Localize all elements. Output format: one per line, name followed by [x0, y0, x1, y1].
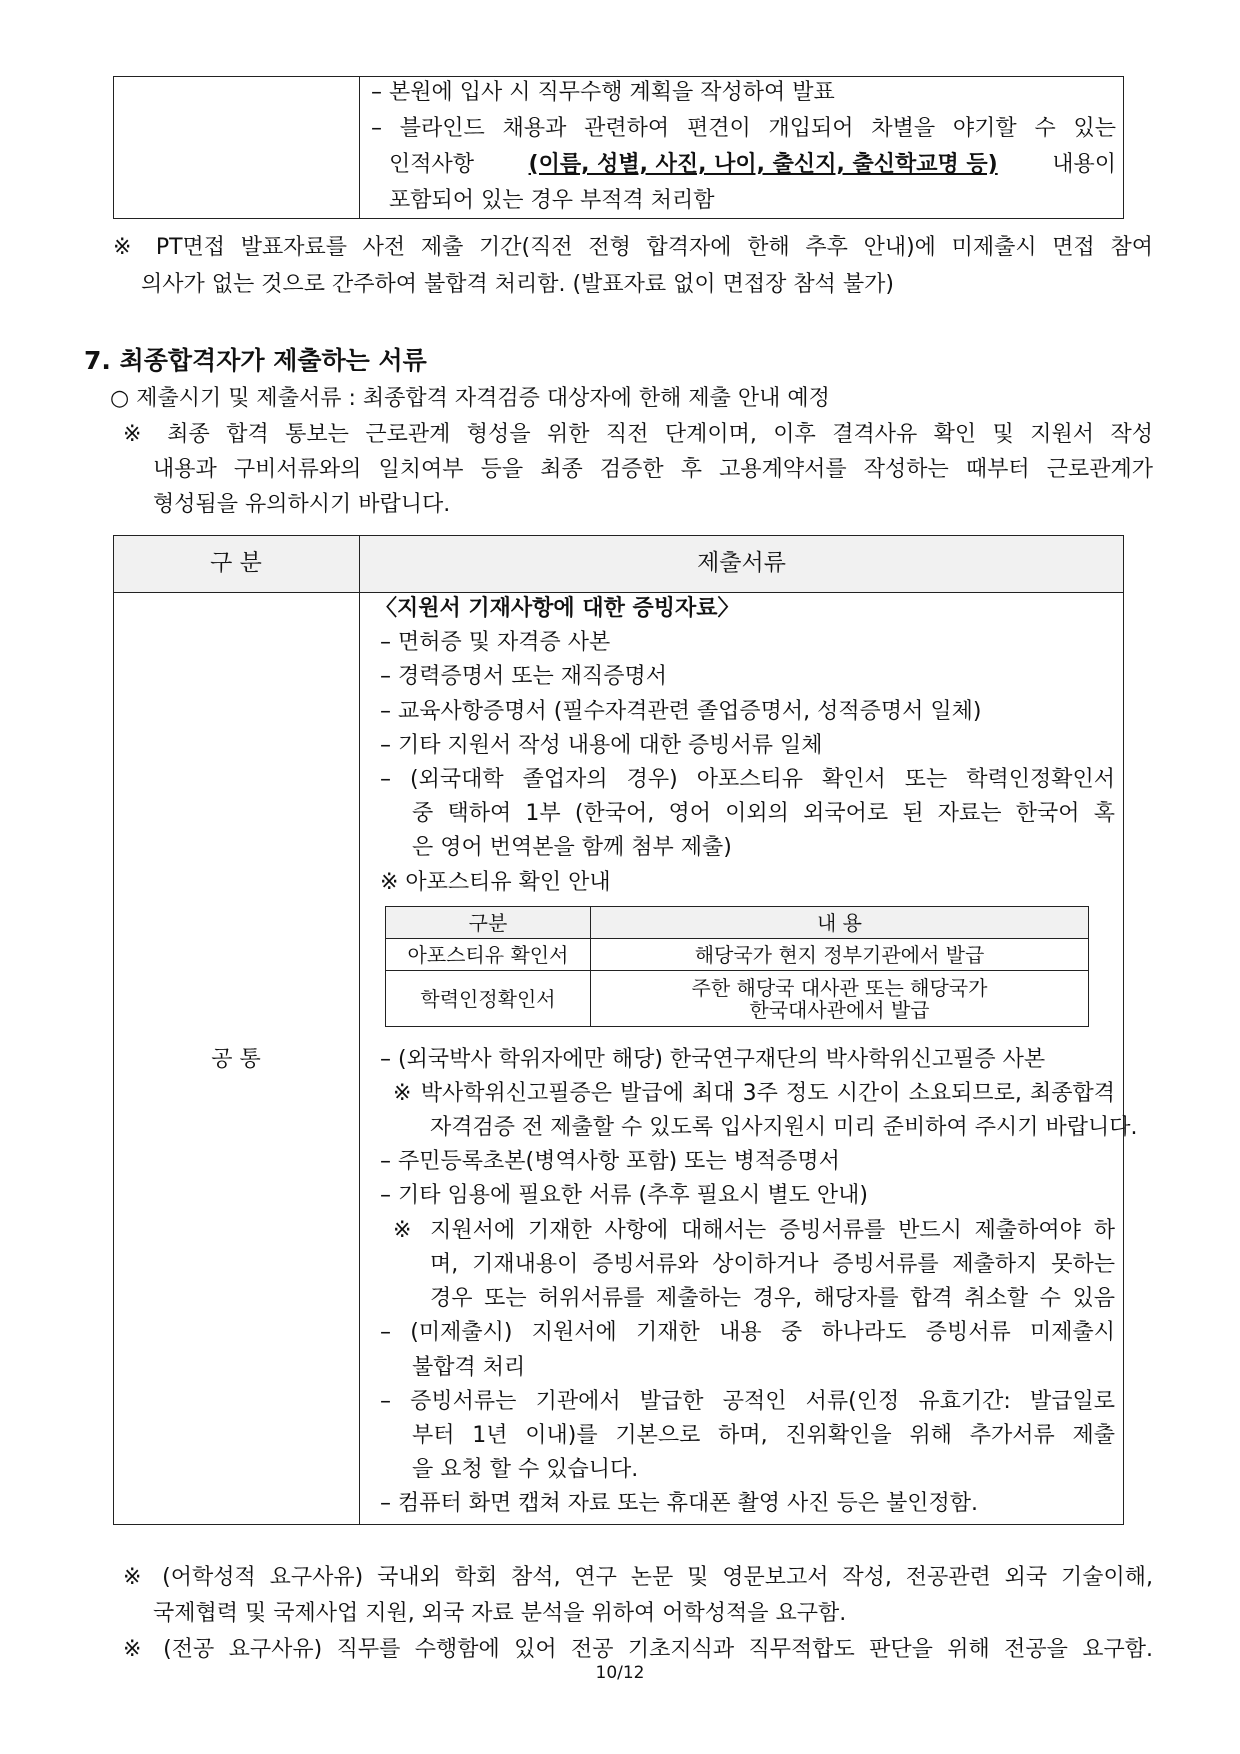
- top-table-text-personal: 인적사항: [389, 152, 475, 177]
- pt-note-line-2: 의사가 없는 것으로 간주하여 불합격 처리함. (발표자료 없이 면접장 참석 불가): [141, 272, 894, 297]
- page-number: 10/12: [595, 1663, 645, 1683]
- top-table-line-1: – 본원에 입사 시 직무수행 계획을 작성하여 발표: [371, 80, 835, 105]
- docs-line-5: – 기타 지원서 작성 내용에 대한 증빙서류 일체: [380, 733, 823, 758]
- docs-line-3: – 경력증명서 또는 재직증명서: [380, 664, 668, 689]
- docs-line-8: 은 영어 번역본을 함께 첨부 제출): [412, 835, 732, 860]
- footer-note-line-3: ※ (전공 요구사유) 직무를 수행함에 있어 전공 기초지식과 직무적합도 판단을 위해 전공을 요구함.: [123, 1637, 1153, 1662]
- apostille-row-2-name: 학력인정확인서: [386, 971, 591, 1027]
- pt-note-line-1: ※ PT면접 발표자료를 사전 제출 기간(직전 전형 합격자에 한해 추후 안내)에 미제출시 면접 참여: [113, 235, 1153, 260]
- docs-header-documents: 제출서류: [697, 550, 786, 576]
- docs-line-1: 〈지원서 기재사항에 대한 증빙자료〉: [375, 596, 740, 621]
- docs-line-14: – 기타 임용에 필요한 서류 (추후 필요시 별도 안내): [380, 1183, 868, 1208]
- docs-line-2: – 면허증 및 자격증 사본: [380, 630, 611, 655]
- footer-note-line-2: 국제협력 및 국제사업 지원, 외국 자료 분석을 위하여 어학성적을 요구함.: [153, 1601, 847, 1626]
- docs-line-12: 자격검증 전 제출할 수 있도록 입사지원시 미리 준비하여 주시기 바랍니다.: [430, 1115, 1138, 1140]
- apostille-header-category: 구분: [386, 907, 591, 939]
- docs-line-6: – (외국대학 졸업자의 경우) 아포스티유 확인서 또는 학력인정확인서: [380, 767, 1115, 792]
- top-table-blind-items: (이름, 성별, 사진, 나이, 출신지, 출신학교명 등): [528, 152, 998, 177]
- section-note-line-3: 형성됨을 유의하시기 바랍니다.: [153, 492, 451, 517]
- top-table-line-2: – 블라인드 채용과 관련하여 편견이 개입되어 차별을 야기할 수 있는: [371, 116, 1116, 141]
- section-note-line-1: ※ 최종 합격 통보는 근로관계 형성을 위한 직전 단계이며, 이후 결격사유 확인 및 지원서 작성: [123, 422, 1153, 447]
- apostille-row-1-desc: 해당국가 현지 정부기관에서 발급: [591, 939, 1089, 971]
- docs-line-13: – 주민등록초본(병역사항 포함) 또는 병적증명서: [380, 1149, 840, 1174]
- docs-line-15: ※ 지원서에 기재한 사항에 대해서는 증빙서류를 반드시 제출하여야 하: [393, 1218, 1115, 1243]
- docs-line-22: 을 요청 할 수 있습니다.: [412, 1457, 639, 1482]
- apostille-row-2-desc-line-2: 한국대사관에서 발급: [749, 997, 930, 1022]
- docs-line-17: 경우 또는 허위서류를 제출하는 경우, 해당자를 합격 취소할 수 있음: [430, 1286, 1115, 1311]
- apostille-table: [385, 906, 1089, 1027]
- apostille-row-1-name: 아포스티유 확인서: [386, 939, 591, 971]
- docs-line-18: – (미제출시) 지원서에 기재한 내용 중 하나라도 증빙서류 미제출시: [380, 1320, 1115, 1345]
- docs-line-21: 부터 1년 이내)를 기본으로 하며, 진위확인을 위해 추가서류 제출: [412, 1423, 1115, 1448]
- apostille-row-2-desc: [591, 971, 1089, 1027]
- docs-line-10: – (외국박사 학위자에만 해당) 한국연구재단의 박사학위신고필증 사본: [380, 1047, 1046, 1072]
- docs-line-4: – 교육사항증명서 (필수자격관련 졸업증명서, 성적증명서 일체): [380, 699, 982, 724]
- docs-table-divider: [359, 535, 360, 1525]
- docs-line-16: 며, 기재내용이 증빙서류와 상이하거나 증빙서류를 제출하지 못하는: [430, 1252, 1115, 1277]
- section-note-line-2: 내용과 구비서류와의 일치여부 등을 최종 검증한 후 고용계약서를 작성하는 때부터 근로관계가: [153, 457, 1153, 482]
- top-table-line-4: 포함되어 있는 경우 부적격 처리함: [389, 188, 715, 213]
- docs-line-7: 중 택하여 1부 (한국어, 영어 이외의 외국어로 된 자료는 한국어 혹: [412, 801, 1115, 826]
- docs-line-9: ※ 아포스티유 확인 안내: [380, 870, 611, 895]
- docs-line-11: ※ 박사학위신고필증은 발급에 최대 3주 정도 시간이 소요되므로, 최종합격: [393, 1081, 1115, 1106]
- apostille-header-content: 내 용: [591, 907, 1089, 939]
- section-bullet: ○ 제출시기 및 제출서류 : 최종합격 자격검증 대상자에 한해 제출 안내 예정: [110, 386, 830, 411]
- footer-note-line-1: ※ (어학성적 요구사유) 국내외 학회 참석, 연구 논문 및 영문보고서 작성, 전공관련 외국 기술이해,: [123, 1565, 1153, 1590]
- docs-line-19: 불합격 처리: [412, 1355, 526, 1380]
- top-table-text-content: 내용이: [1052, 152, 1116, 177]
- docs-line-20: – 증빙서류는 기관에서 발급한 공적인 서류(인정 유효기간: 발급일로: [380, 1389, 1115, 1414]
- top-table-line-3: [389, 148, 1116, 182]
- section-title: 7. 최종합격자가 제출하는 서류: [84, 346, 427, 375]
- docs-line-23: – 컴퓨터 화면 캡쳐 자료 또는 휴대폰 촬영 사진 등은 불인정함.: [380, 1491, 978, 1516]
- apostille-row-2-desc-line-1: 주한 해당국 대사관 또는 해당국가: [691, 975, 988, 1000]
- top-table-divider: [359, 76, 360, 219]
- docs-header-category: 구 분: [210, 550, 262, 576]
- docs-row-label-common: 공 통: [211, 1047, 261, 1072]
